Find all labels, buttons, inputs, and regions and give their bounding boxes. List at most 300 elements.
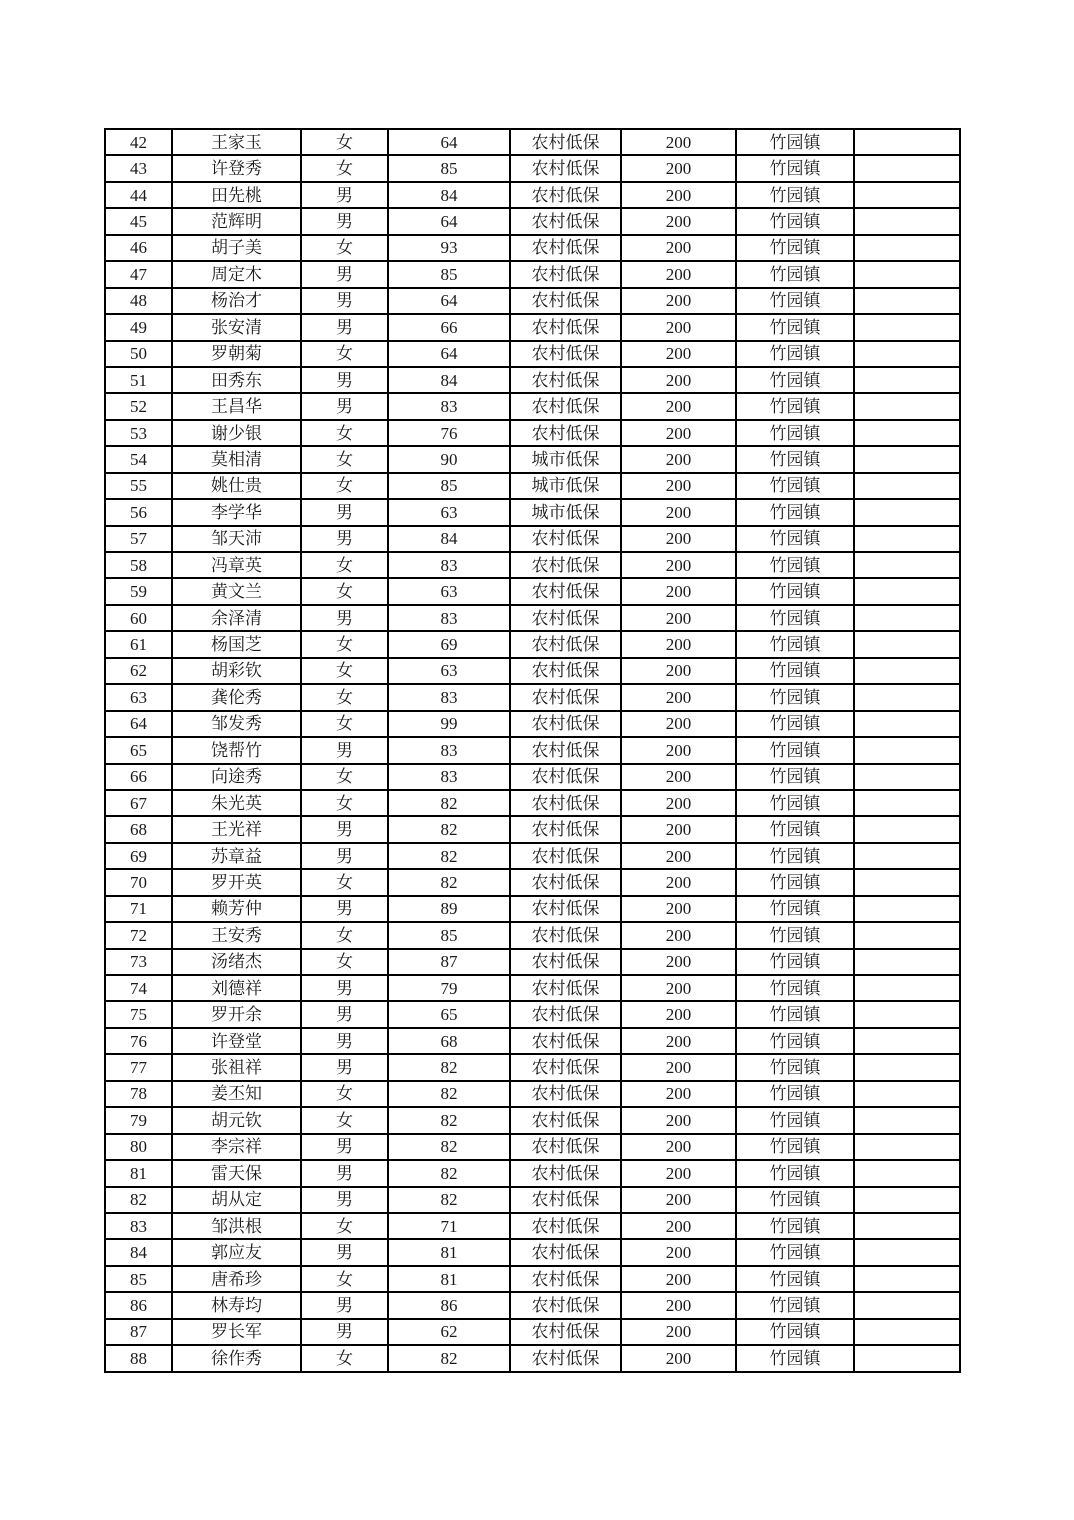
cell-serial: 83 <box>105 1213 172 1239</box>
cell-name: 杨治才 <box>172 288 301 314</box>
cell-serial: 58 <box>105 552 172 578</box>
cell-category: 农村低保 <box>510 367 621 393</box>
cell-gender: 男 <box>301 314 388 340</box>
cell-amount: 200 <box>621 288 736 314</box>
cell-note <box>854 1292 960 1318</box>
cell-gender: 男 <box>301 526 388 552</box>
cell-category: 农村低保 <box>510 1107 621 1133</box>
cell-age: 82 <box>388 1081 510 1107</box>
cell-category: 农村低保 <box>510 129 621 155</box>
cell-amount: 200 <box>621 182 736 208</box>
cell-amount: 200 <box>621 473 736 499</box>
cell-gender: 男 <box>301 975 388 1001</box>
cell-name: 王昌华 <box>172 393 301 419</box>
cell-gender: 女 <box>301 1266 388 1292</box>
cell-amount: 200 <box>621 235 736 261</box>
cell-category: 农村低保 <box>510 155 621 181</box>
table-row <box>105 1134 960 1160</box>
cell-town: 竹园镇 <box>736 261 854 287</box>
cell-town: 竹园镇 <box>736 341 854 367</box>
cell-amount: 200 <box>621 1028 736 1054</box>
table-row <box>105 949 960 975</box>
cell-town: 竹园镇 <box>736 446 854 472</box>
cell-age: 84 <box>388 182 510 208</box>
cell-name: 张安清 <box>172 314 301 340</box>
cell-amount: 200 <box>621 843 736 869</box>
cell-gender: 男 <box>301 208 388 234</box>
cell-town: 竹园镇 <box>736 949 854 975</box>
cell-serial: 45 <box>105 208 172 234</box>
cell-amount: 200 <box>621 790 736 816</box>
cell-serial: 57 <box>105 526 172 552</box>
table-row <box>105 1239 960 1265</box>
cell-amount: 200 <box>621 1107 736 1133</box>
cell-gender: 男 <box>301 737 388 763</box>
cell-amount: 200 <box>621 1292 736 1318</box>
cell-name: 谢少银 <box>172 420 301 446</box>
table-row <box>105 922 960 948</box>
cell-category: 城市低保 <box>510 473 621 499</box>
cell-serial: 68 <box>105 816 172 842</box>
cell-age: 90 <box>388 446 510 472</box>
cell-name: 田秀东 <box>172 367 301 393</box>
cell-serial: 87 <box>105 1319 172 1345</box>
cell-gender: 女 <box>301 764 388 790</box>
cell-name: 雷天保 <box>172 1160 301 1186</box>
cell-category: 农村低保 <box>510 975 621 1001</box>
cell-category: 农村低保 <box>510 1187 621 1213</box>
cell-gender: 男 <box>301 499 388 525</box>
cell-amount: 200 <box>621 1001 736 1027</box>
cell-town: 竹园镇 <box>736 1054 854 1080</box>
cell-serial: 77 <box>105 1054 172 1080</box>
cell-category: 农村低保 <box>510 235 621 261</box>
table-row <box>105 261 960 287</box>
cell-category: 农村低保 <box>510 1054 621 1080</box>
cell-name: 李宗祥 <box>172 1134 301 1160</box>
cell-gender: 男 <box>301 393 388 419</box>
cell-category: 农村低保 <box>510 922 621 948</box>
cell-gender: 女 <box>301 1213 388 1239</box>
cell-category: 农村低保 <box>510 843 621 869</box>
cell-town: 竹园镇 <box>736 1345 854 1372</box>
cell-age: 64 <box>388 129 510 155</box>
cell-note <box>854 393 960 419</box>
cell-town: 竹园镇 <box>736 1319 854 1345</box>
cell-gender: 女 <box>301 420 388 446</box>
cell-category: 农村低保 <box>510 1213 621 1239</box>
cell-note <box>854 737 960 763</box>
cell-town: 竹园镇 <box>736 1213 854 1239</box>
cell-amount: 200 <box>621 949 736 975</box>
cell-town: 竹园镇 <box>736 393 854 419</box>
cell-name: 莫相清 <box>172 446 301 472</box>
cell-name: 邹天沛 <box>172 526 301 552</box>
table-row <box>105 341 960 367</box>
cell-name: 许登秀 <box>172 155 301 181</box>
cell-category: 农村低保 <box>510 288 621 314</box>
cell-note <box>854 182 960 208</box>
cell-name: 胡彩钦 <box>172 658 301 684</box>
cell-name: 黄文兰 <box>172 578 301 604</box>
cell-town: 竹园镇 <box>736 1134 854 1160</box>
cell-note <box>854 499 960 525</box>
cell-gender: 男 <box>301 1134 388 1160</box>
cell-note <box>854 446 960 472</box>
table-row <box>105 605 960 631</box>
cell-town: 竹园镇 <box>736 684 854 710</box>
cell-name: 张祖祥 <box>172 1054 301 1080</box>
cell-serial: 69 <box>105 843 172 869</box>
table-row <box>105 975 960 1001</box>
cell-note <box>854 1160 960 1186</box>
cell-name: 王安秀 <box>172 922 301 948</box>
cell-name: 赖芳仲 <box>172 896 301 922</box>
cell-serial: 51 <box>105 367 172 393</box>
cell-town: 竹园镇 <box>736 658 854 684</box>
cell-name: 王家玉 <box>172 129 301 155</box>
cell-amount: 200 <box>621 869 736 895</box>
cell-amount: 200 <box>621 1054 736 1080</box>
cell-age: 85 <box>388 155 510 181</box>
cell-age: 65 <box>388 1001 510 1027</box>
table-row <box>105 314 960 340</box>
cell-gender: 男 <box>301 1054 388 1080</box>
table-row <box>105 393 960 419</box>
cell-gender: 男 <box>301 605 388 631</box>
cell-gender: 男 <box>301 816 388 842</box>
cell-gender: 女 <box>301 235 388 261</box>
cell-amount: 200 <box>621 314 736 340</box>
cell-amount: 200 <box>621 1345 736 1372</box>
cell-serial: 65 <box>105 737 172 763</box>
cell-amount: 200 <box>621 129 736 155</box>
cell-age: 85 <box>388 922 510 948</box>
cell-name: 罗开余 <box>172 1001 301 1027</box>
table-row <box>105 631 960 657</box>
cell-gender: 男 <box>301 1319 388 1345</box>
cell-category: 农村低保 <box>510 314 621 340</box>
cell-note <box>854 473 960 499</box>
cell-town: 竹园镇 <box>736 1160 854 1186</box>
cell-gender: 女 <box>301 473 388 499</box>
cell-amount: 200 <box>621 1213 736 1239</box>
cell-category: 农村低保 <box>510 1160 621 1186</box>
cell-age: 82 <box>388 869 510 895</box>
cell-note <box>854 764 960 790</box>
cell-amount: 200 <box>621 684 736 710</box>
cell-amount: 200 <box>621 552 736 578</box>
cell-town: 竹园镇 <box>736 816 854 842</box>
cell-category: 农村低保 <box>510 1001 621 1027</box>
cell-name: 邹发秀 <box>172 711 301 737</box>
cell-category: 农村低保 <box>510 711 621 737</box>
cell-note <box>854 631 960 657</box>
cell-age: 83 <box>388 605 510 631</box>
cell-category: 农村低保 <box>510 1319 621 1345</box>
cell-name: 刘德祥 <box>172 975 301 1001</box>
cell-serial: 50 <box>105 341 172 367</box>
cell-town: 竹园镇 <box>736 1187 854 1213</box>
cell-town: 竹园镇 <box>736 1292 854 1318</box>
cell-name: 罗开英 <box>172 869 301 895</box>
cell-name: 余泽清 <box>172 605 301 631</box>
cell-gender: 女 <box>301 1345 388 1372</box>
cell-note <box>854 975 960 1001</box>
cell-name: 姜丕知 <box>172 1081 301 1107</box>
cell-age: 81 <box>388 1239 510 1265</box>
cell-town: 竹园镇 <box>736 737 854 763</box>
cell-name: 罗朝菊 <box>172 341 301 367</box>
table-body <box>105 129 960 1372</box>
cell-amount: 200 <box>621 1239 736 1265</box>
cell-age: 69 <box>388 631 510 657</box>
cell-gender: 女 <box>301 552 388 578</box>
cell-gender: 男 <box>301 367 388 393</box>
cell-category: 农村低保 <box>510 1239 621 1265</box>
table-row <box>105 578 960 604</box>
cell-note <box>854 1028 960 1054</box>
cell-category: 农村低保 <box>510 896 621 922</box>
cell-age: 82 <box>388 1160 510 1186</box>
cell-amount: 200 <box>621 631 736 657</box>
cell-serial: 84 <box>105 1239 172 1265</box>
cell-note <box>854 235 960 261</box>
table-row <box>105 499 960 525</box>
cell-age: 64 <box>388 288 510 314</box>
cell-age: 82 <box>388 816 510 842</box>
cell-category: 农村低保 <box>510 420 621 446</box>
cell-note <box>854 578 960 604</box>
cell-amount: 200 <box>621 1081 736 1107</box>
cell-gender: 女 <box>301 129 388 155</box>
cell-age: 99 <box>388 711 510 737</box>
cell-name: 汤绪杰 <box>172 949 301 975</box>
cell-name: 苏章益 <box>172 843 301 869</box>
cell-name: 周定木 <box>172 261 301 287</box>
cell-note <box>854 420 960 446</box>
cell-category: 农村低保 <box>510 182 621 208</box>
cell-note <box>854 261 960 287</box>
cell-age: 87 <box>388 949 510 975</box>
table-row <box>105 1001 960 1027</box>
cell-category: 农村低保 <box>510 526 621 552</box>
cell-town: 竹园镇 <box>736 1081 854 1107</box>
table-row <box>105 208 960 234</box>
table-row <box>105 1345 960 1372</box>
table-row <box>105 684 960 710</box>
cell-age: 66 <box>388 314 510 340</box>
cell-amount: 200 <box>621 155 736 181</box>
table-row <box>105 869 960 895</box>
cell-amount: 200 <box>621 578 736 604</box>
cell-age: 83 <box>388 764 510 790</box>
cell-town: 竹园镇 <box>736 922 854 948</box>
cell-serial: 86 <box>105 1292 172 1318</box>
table-row <box>105 473 960 499</box>
cell-town: 竹园镇 <box>736 1107 854 1133</box>
cell-age: 76 <box>388 420 510 446</box>
table-row <box>105 1187 960 1213</box>
cell-name: 徐作秀 <box>172 1345 301 1372</box>
cell-category: 农村低保 <box>510 208 621 234</box>
cell-amount: 200 <box>621 764 736 790</box>
cell-serial: 76 <box>105 1028 172 1054</box>
cell-town: 竹园镇 <box>736 182 854 208</box>
cell-serial: 67 <box>105 790 172 816</box>
cell-serial: 74 <box>105 975 172 1001</box>
cell-serial: 66 <box>105 764 172 790</box>
cell-category: 城市低保 <box>510 446 621 472</box>
table-row <box>105 288 960 314</box>
cell-serial: 73 <box>105 949 172 975</box>
cell-town: 竹园镇 <box>736 578 854 604</box>
cell-town: 竹园镇 <box>736 1266 854 1292</box>
cell-serial: 79 <box>105 1107 172 1133</box>
cell-town: 竹园镇 <box>736 155 854 181</box>
cell-note <box>854 684 960 710</box>
cell-category: 农村低保 <box>510 949 621 975</box>
cell-serial: 88 <box>105 1345 172 1372</box>
cell-serial: 61 <box>105 631 172 657</box>
cell-serial: 49 <box>105 314 172 340</box>
cell-note <box>854 314 960 340</box>
cell-category: 农村低保 <box>510 1081 621 1107</box>
cell-serial: 42 <box>105 129 172 155</box>
cell-gender: 男 <box>301 288 388 314</box>
cell-gender: 女 <box>301 341 388 367</box>
cell-category: 农村低保 <box>510 261 621 287</box>
table-row <box>105 816 960 842</box>
cell-town: 竹园镇 <box>736 1239 854 1265</box>
cell-amount: 200 <box>621 605 736 631</box>
cell-town: 竹园镇 <box>736 420 854 446</box>
cell-name: 姚仕贵 <box>172 473 301 499</box>
cell-name: 王光祥 <box>172 816 301 842</box>
cell-amount: 200 <box>621 896 736 922</box>
cell-town: 竹园镇 <box>736 1028 854 1054</box>
cell-serial: 44 <box>105 182 172 208</box>
cell-amount: 200 <box>621 1266 736 1292</box>
table-row <box>105 1292 960 1318</box>
cell-gender: 男 <box>301 1292 388 1318</box>
cell-age: 93 <box>388 235 510 261</box>
cell-category: 农村低保 <box>510 764 621 790</box>
cell-note <box>854 1345 960 1372</box>
cell-town: 竹园镇 <box>736 129 854 155</box>
table-row <box>105 764 960 790</box>
cell-age: 68 <box>388 1028 510 1054</box>
cell-note <box>854 552 960 578</box>
cell-age: 71 <box>388 1213 510 1239</box>
cell-gender: 女 <box>301 1107 388 1133</box>
cell-name: 饶帮竹 <box>172 737 301 763</box>
cell-amount: 200 <box>621 526 736 552</box>
cell-note <box>854 1107 960 1133</box>
cell-note <box>854 949 960 975</box>
cell-category: 农村低保 <box>510 578 621 604</box>
table-row <box>105 367 960 393</box>
cell-name: 许登堂 <box>172 1028 301 1054</box>
cell-category: 农村低保 <box>510 1028 621 1054</box>
cell-town: 竹园镇 <box>736 605 854 631</box>
cell-gender: 男 <box>301 1028 388 1054</box>
table-row <box>105 1081 960 1107</box>
cell-name: 唐希珍 <box>172 1266 301 1292</box>
table-row <box>105 1319 960 1345</box>
cell-age: 82 <box>388 790 510 816</box>
cell-category: 农村低保 <box>510 790 621 816</box>
cell-town: 竹园镇 <box>736 790 854 816</box>
cell-serial: 43 <box>105 155 172 181</box>
cell-age: 84 <box>388 367 510 393</box>
cell-category: 农村低保 <box>510 1292 621 1318</box>
cell-gender: 男 <box>301 1239 388 1265</box>
cell-town: 竹园镇 <box>736 711 854 737</box>
cell-name: 林寿均 <box>172 1292 301 1318</box>
table-row <box>105 420 960 446</box>
cell-age: 81 <box>388 1266 510 1292</box>
cell-note <box>854 605 960 631</box>
cell-amount: 200 <box>621 393 736 419</box>
cell-age: 62 <box>388 1319 510 1345</box>
cell-serial: 70 <box>105 869 172 895</box>
cell-amount: 200 <box>621 341 736 367</box>
cell-age: 86 <box>388 1292 510 1318</box>
cell-age: 63 <box>388 658 510 684</box>
cell-note <box>854 1001 960 1027</box>
cell-serial: 47 <box>105 261 172 287</box>
cell-town: 竹园镇 <box>736 975 854 1001</box>
cell-category: 农村低保 <box>510 393 621 419</box>
cell-name: 向途秀 <box>172 764 301 790</box>
cell-town: 竹园镇 <box>736 1001 854 1027</box>
cell-gender: 女 <box>301 446 388 472</box>
table-row <box>105 1266 960 1292</box>
cell-age: 85 <box>388 473 510 499</box>
cell-amount: 200 <box>621 1187 736 1213</box>
table-row <box>105 711 960 737</box>
cell-note <box>854 129 960 155</box>
table-row <box>105 235 960 261</box>
cell-serial: 72 <box>105 922 172 948</box>
cell-gender: 女 <box>301 869 388 895</box>
table-row <box>105 843 960 869</box>
cell-age: 82 <box>388 1054 510 1080</box>
cell-note <box>854 208 960 234</box>
cell-age: 84 <box>388 526 510 552</box>
cell-note <box>854 155 960 181</box>
cell-note <box>854 1054 960 1080</box>
cell-category: 农村低保 <box>510 737 621 763</box>
cell-age: 82 <box>388 1187 510 1213</box>
cell-name: 龚伦秀 <box>172 684 301 710</box>
cell-name: 邹洪根 <box>172 1213 301 1239</box>
cell-amount: 200 <box>621 420 736 446</box>
cell-town: 竹园镇 <box>736 235 854 261</box>
cell-age: 64 <box>388 341 510 367</box>
cell-town: 竹园镇 <box>736 314 854 340</box>
table-row <box>105 446 960 472</box>
cell-name: 胡元钦 <box>172 1107 301 1133</box>
cell-serial: 62 <box>105 658 172 684</box>
cell-amount: 200 <box>621 816 736 842</box>
cell-town: 竹园镇 <box>736 896 854 922</box>
cell-town: 竹园镇 <box>736 869 854 895</box>
cell-serial: 59 <box>105 578 172 604</box>
cell-age: 82 <box>388 1107 510 1133</box>
cell-town: 竹园镇 <box>736 526 854 552</box>
